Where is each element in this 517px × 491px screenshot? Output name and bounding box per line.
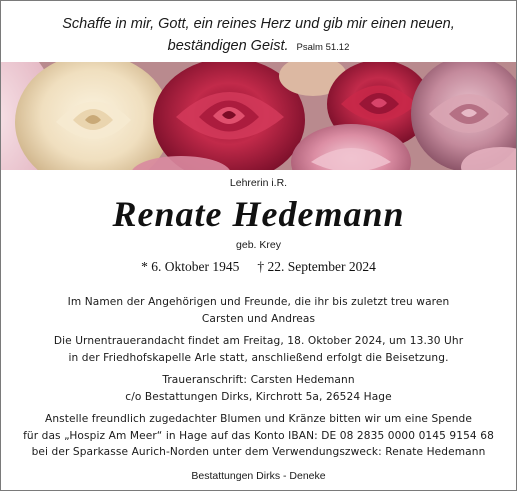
donation-line-2: für das „Hospiz Am Meer“ in Hage auf das Konto IBAN: DE 08 2835 0000 0145 9154 68 [23, 429, 494, 442]
life-dates [1, 259, 516, 275]
address-line-1: Traueranschrift: Carsten Hedemann [162, 374, 355, 386]
donation-paragraph [1, 411, 516, 461]
cream-rose [15, 62, 171, 170]
verse-line-2 [1, 35, 516, 59]
ceremony-line-2: in der Friedhofskapelle Arle statt, anschließend erfolgt die Beisetzung. [68, 351, 449, 364]
ceremony-line-1: Die Urnentrauerandacht findet am Freitag, 18. Oktober 2024, um 13.30 Uhr [53, 335, 464, 347]
death-date: † 22. September 2024 [257, 259, 376, 274]
verse-reference: Psalm 51.12 [296, 42, 350, 53]
verse-line-1: Schaffe in mir, Gott, ein reines Herz und gib mir einen neuen, [62, 16, 455, 32]
verse-line-2-text: beständigen Geist. [167, 38, 289, 54]
donation-line-3: bei der Sparkasse Aurich-Norden unter dem Verwendungszweck: Renate Hedemann [31, 446, 486, 458]
address-line-2: c/o Bestattungen Dirks, Kirchrott 5a, 26524 Hage [125, 390, 392, 403]
family-paragraph [1, 294, 516, 327]
donation-line-1: Anstelle freundlich zugedachter Blumen und Kränze bitten wir um eine Spende [44, 413, 472, 425]
family-line-1: Im Namen der Angehörigen und Freunde, die ihr bis zuletzt treu waren [67, 296, 450, 308]
maiden-name: geb. Krey [236, 239, 281, 251]
birth-date: * 6. Oktober 1945 [141, 259, 240, 274]
family-line-2: Carsten und Andreas [201, 312, 316, 325]
person-title: Lehrerin i.R. [229, 177, 288, 189]
person-name: Renate Hedemann [112, 194, 405, 234]
bible-verse [1, 13, 516, 59]
ceremony-paragraph [1, 333, 516, 366]
address-paragraph [1, 372, 516, 405]
roses-illustration [1, 62, 516, 170]
roses-photo [1, 62, 516, 170]
undertaker-name: Bestattungen Dirks - Deneke [191, 470, 326, 482]
